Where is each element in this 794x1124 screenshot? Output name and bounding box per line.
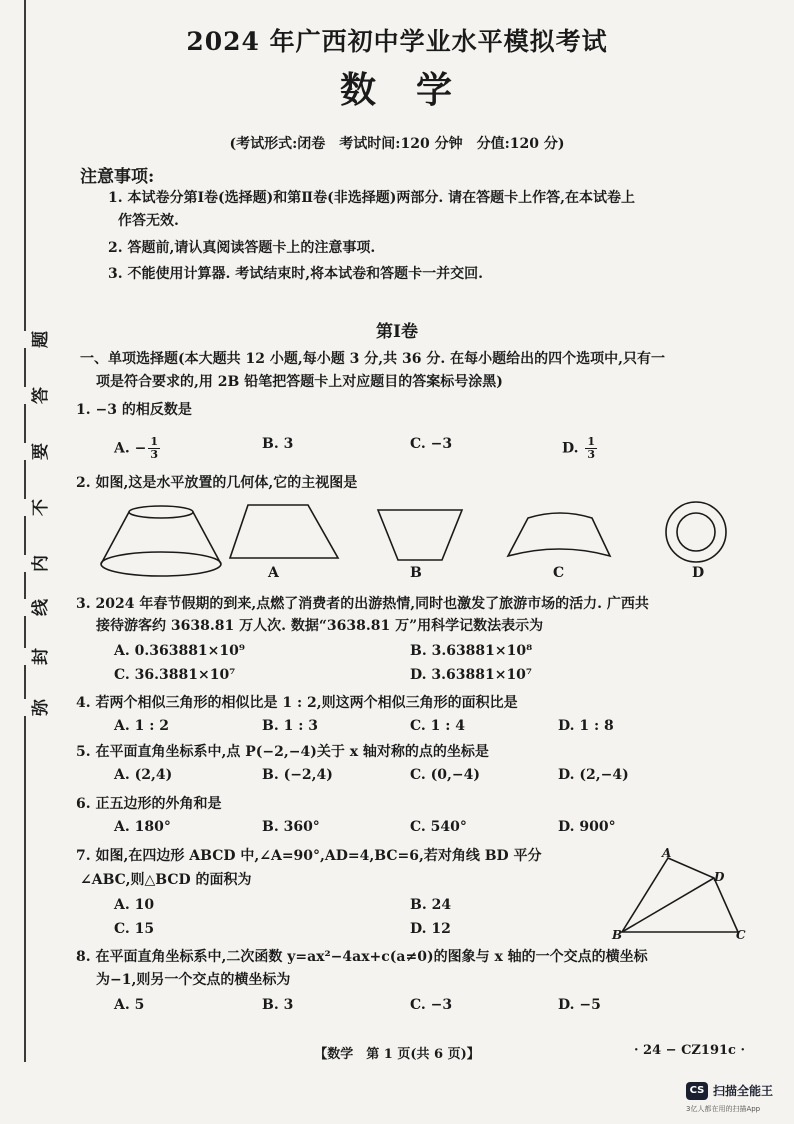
option-c-figure [508, 513, 610, 556]
question-stem: ∠ABC,则△BCD 的面积为 [80, 872, 252, 888]
option-d: D. (2,−4) [558, 767, 629, 783]
exam-code: · 24 − CZ191c · [634, 1043, 746, 1058]
binding-char: 题 [24, 331, 53, 348]
option-d: D. 12 [410, 921, 451, 937]
binding-line [24, 0, 26, 1062]
question-stem: 1. −3 的相反数是 [76, 402, 192, 418]
option-d: D. −5 [558, 997, 601, 1013]
question-stem: 3. 2024 年春节假期的到来,点燃了消费者的出游热情,同时也激发了旅游市场的活力. 广西共 [76, 596, 649, 612]
section-instructions: 一、单项选择题(本大题共 12 小题,每小题 3 分,共 36 分. 在每小题给出的四个选项中,只有一 [80, 351, 665, 367]
exam-meta: (考试形式:闭卷 考试时间:120 分钟 分值:120 分) [229, 136, 565, 152]
binding-char: 封 [24, 648, 53, 665]
figure-label-a: A [268, 565, 279, 581]
option-c: C. 15 [114, 921, 155, 937]
question-stem: 6. 正五边形的外角和是 [76, 796, 222, 812]
option-b: B. 1 : 3 [262, 718, 318, 734]
note-item: 1. 本试卷分第Ⅰ卷(选择题)和第Ⅱ卷(非选择题)两部分. 请在答题卡上作答,在本试卷上 [108, 190, 635, 206]
vertex-label-a: A [662, 846, 672, 860]
option-c: C. 1 : 4 [410, 718, 466, 734]
camscanner-logo-icon: CS [686, 1082, 708, 1100]
note-item: 3. 不能使用计算器. 考试结束时,将本试卷和答题卡一并交回. [108, 266, 483, 282]
section-title: 第Ⅰ卷 [376, 322, 418, 342]
option-b: B. 3.63881×10⁸ [410, 643, 533, 659]
binding-char: 不 [24, 499, 53, 516]
option-a: A. 0.363881×10⁹ [114, 643, 246, 659]
binding-char: 线 [24, 599, 53, 616]
scanner-name: 扫描全能王 [713, 1084, 774, 1098]
question-stem: 为−1,则另一个交点的横坐标为 [96, 972, 291, 988]
note-item: 作答无效. [118, 213, 179, 229]
figure-label-b: B [410, 565, 422, 581]
question-stem: 4. 若两个相似三角形的相似比是 1 : 2,则这两个相似三角形的面积比是 [76, 695, 518, 711]
option-a: A. (2,4) [114, 767, 173, 783]
scanner-tagline: 3亿人都在用的扫描App [686, 1105, 761, 1113]
frustum-solid [101, 506, 221, 576]
option-b: B. 3 [262, 436, 294, 452]
vertex-label-c: C [736, 928, 746, 942]
option-c: C. −3 [410, 997, 453, 1013]
option-a: A. 180° [114, 819, 171, 835]
option-b: B. 24 [410, 897, 452, 913]
option-b-figure [378, 510, 462, 560]
vertex-label-d: D [714, 870, 725, 884]
notes-heading: 注意事项: [80, 167, 155, 187]
option-c: C. 36.3881×10⁷ [114, 667, 236, 683]
vertex-label-b: B [612, 928, 623, 942]
binding-char: 要 [24, 443, 53, 460]
question-stem: 7. 如图,在四边形 ABCD 中,∠A=90°,AD=4,BC=6,若对角线 BD 平分 [76, 848, 542, 864]
option-a-figure [230, 505, 338, 558]
binding-char: 弥 [24, 699, 53, 716]
note-item: 2. 答题前,请认真阅读答题卡上的注意事项. [108, 240, 376, 256]
figure-label-d: D [692, 565, 705, 581]
page-footer: 【数学 第 1 页(共 6 页)】 [314, 1047, 480, 1062]
option-b: B. (−2,4) [262, 767, 333, 783]
option-c: C. 540° [410, 819, 467, 835]
subject-title: 数 学 [339, 69, 454, 111]
option-c: C. −3 [410, 436, 453, 452]
figure-label-c: C [553, 565, 565, 581]
question-stem: 接待游客约 3638.81 万人次. 数据“3638.81 万”用科学记数法表示为 [96, 618, 544, 634]
option-a: A. 1 : 2 [114, 718, 170, 734]
option-b: B. 360° [262, 819, 320, 835]
option-d: D. 900° [558, 819, 616, 835]
option-a: A. 5 [114, 997, 145, 1013]
question-stem: 2. 如图,这是水平放置的几何体,它的主视图是 [76, 475, 358, 491]
option-c: C. (0,−4) [410, 767, 480, 783]
option-b: B. 3 [262, 997, 294, 1013]
option-d-figure [666, 502, 726, 562]
exam-title: 2024 年广西初中学业水平模拟考试 [186, 27, 608, 56]
option-d: D. 3.63881×10⁷ [410, 667, 533, 683]
question-stem: 5. 在平面直角坐标系中,点 P(−2,−4)关于 x 轴对称的点的坐标是 [76, 744, 489, 760]
option-d: D. 1 : 8 [558, 718, 614, 734]
section-instructions: 项是符合要求的,用 2B 铅笔把答题卡上对应题目的答案标号涂黑) [96, 374, 503, 390]
option-a: A. 10 [114, 897, 155, 913]
binding-char: 答 [24, 387, 53, 404]
option-a: A. − $\frac{1}{3}$ [114, 435, 158, 461]
option-d: D. $\frac{1}{3}$ [562, 435, 596, 461]
question-stem: 8. 在平面直角坐标系中,二次函数 y=ax²−4ax+c(a≠0)的图象与 x 轴的一个交点的横坐标 [76, 949, 648, 965]
binding-char: 内 [24, 555, 53, 572]
